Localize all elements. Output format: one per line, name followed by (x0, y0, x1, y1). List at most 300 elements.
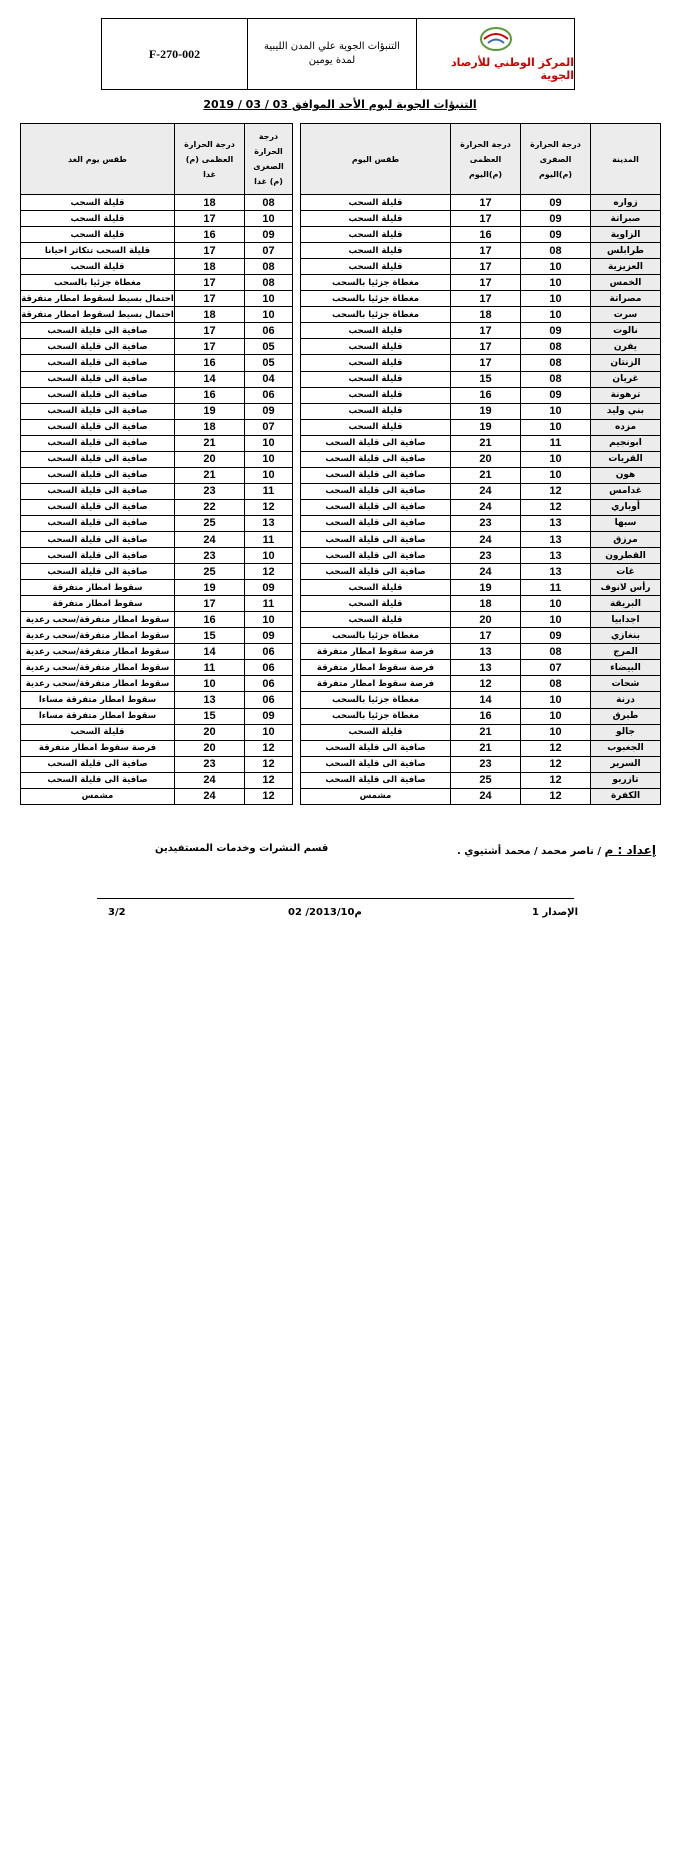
min-today-cell: 09 (521, 211, 591, 227)
city-cell: هون (591, 467, 661, 483)
gap-cell (293, 339, 301, 355)
table-row (21, 483, 661, 499)
min-today-cell: 10 (521, 467, 591, 483)
gap-cell (293, 227, 301, 243)
table-row (21, 195, 661, 211)
max-tomorrow-cell: 15 (175, 628, 245, 644)
city-cell: تازربو (591, 772, 661, 788)
table-row (21, 756, 661, 772)
min-today-cell: 08 (521, 371, 591, 387)
weather-tomorrow-cell: صافية الى قليلة السحب (21, 531, 175, 547)
weather-today-cell: صافية الى قليلة السحب (301, 435, 451, 451)
weather-today-cell: قليلة السحب (301, 355, 451, 371)
table-row (21, 724, 661, 740)
col-gap (293, 124, 301, 195)
min-today-cell: 13 (521, 548, 591, 564)
max-today-cell: 12 (451, 676, 521, 692)
min-today-cell: 10 (521, 692, 591, 708)
weather-tomorrow-cell: مغطاة جزئيا بالسحب (21, 275, 175, 291)
weather-tomorrow-cell: صافية الى قليلة السحب (21, 756, 175, 772)
weather-today-cell: مغطاة جزئيا بالسحب (301, 628, 451, 644)
weather-today-cell: قليلة السحب (301, 259, 451, 275)
city-cell: سبها (591, 515, 661, 531)
min-tomorrow-cell: 11 (245, 531, 293, 547)
min-today-cell: 10 (521, 596, 591, 612)
weather-today-cell: قليلة السحب (301, 403, 451, 419)
header-title-line2: لمدة يومين (308, 55, 356, 66)
gap-cell (293, 435, 301, 451)
max-tomorrow-cell: 24 (175, 772, 245, 788)
weather-today-cell: فرصة سقوط امطار متفرقة (301, 644, 451, 660)
weather-tomorrow-cell: سقوط امطار متفرقة/سحب رعدية (21, 644, 175, 660)
table-row (21, 676, 661, 692)
prepared-by (457, 843, 656, 857)
gap-cell (293, 580, 301, 596)
gap-cell (293, 499, 301, 515)
max-tomorrow-cell: 16 (175, 355, 245, 371)
weather-today-cell: قليلة السحب (301, 612, 451, 628)
max-today-cell: 20 (451, 451, 521, 467)
max-today-cell: 17 (451, 323, 521, 339)
weather-today-cell: صافية الى قليلة السحب (301, 531, 451, 547)
weather-tomorrow-cell: سقوط امطار متفرقة مساءا (21, 708, 175, 724)
table-row (21, 531, 661, 547)
min-today-cell: 10 (521, 708, 591, 724)
weather-today-cell: مغطاة جزئيا بالسحب (301, 692, 451, 708)
weather-tomorrow-cell: صافية الى قليلة السحب (21, 451, 175, 467)
gap-cell (293, 515, 301, 531)
max-today-cell: 21 (451, 724, 521, 740)
gap-cell (293, 692, 301, 708)
min-today-cell: 10 (521, 275, 591, 291)
weather-today-cell: قليلة السحب (301, 371, 451, 387)
document-title: التنبؤات الجوية ليوم الأحد الموافق 03 / 03 / 2019 (203, 98, 477, 111)
table-row (21, 355, 661, 371)
weather-tomorrow-cell: صافية الى قليلة السحب (21, 339, 175, 355)
min-today-cell: 13 (521, 515, 591, 531)
max-today-cell: 18 (451, 596, 521, 612)
min-today-cell: 10 (521, 307, 591, 323)
max-today-cell: 23 (451, 756, 521, 772)
max-today-cell: 21 (451, 467, 521, 483)
table-row (21, 339, 661, 355)
min-tomorrow-cell: 11 (245, 596, 293, 612)
city-cell: نالوت (591, 323, 661, 339)
weather-tomorrow-cell: صافية الى قليلة السحب (21, 355, 175, 371)
gap-cell (293, 419, 301, 435)
min-tomorrow-cell: 09 (245, 580, 293, 596)
max-tomorrow-cell: 23 (175, 483, 245, 499)
table-row (21, 628, 661, 644)
min-tomorrow-cell: 09 (245, 708, 293, 724)
min-tomorrow-cell: 08 (245, 259, 293, 275)
max-today-cell: 17 (451, 355, 521, 371)
min-today-cell: 10 (521, 724, 591, 740)
table-row (21, 660, 661, 676)
min-today-cell: 13 (521, 531, 591, 547)
min-tomorrow-cell: 09 (245, 227, 293, 243)
gap-cell (293, 355, 301, 371)
max-tomorrow-cell: 20 (175, 724, 245, 740)
min-today-cell: 09 (521, 323, 591, 339)
city-cell: أوباري (591, 499, 661, 515)
city-cell: طرابلس (591, 243, 661, 259)
gap-cell (293, 403, 301, 419)
forecast-table (20, 123, 661, 805)
weather-today-cell: صافية الى قليلة السحب (301, 740, 451, 756)
max-tomorrow-cell: 23 (175, 756, 245, 772)
min-tomorrow-cell: 05 (245, 355, 293, 371)
weather-tomorrow-cell: سقوط امطار متفرقة (21, 580, 175, 596)
table-row (21, 564, 661, 580)
max-today-cell: 17 (451, 628, 521, 644)
gap-cell (293, 483, 301, 499)
weather-tomorrow-cell: صافية الى قليلة السحب (21, 499, 175, 515)
weather-tomorrow-cell: صافية الى قليلة السحب (21, 371, 175, 387)
gap-cell (293, 724, 301, 740)
max-today-cell: 24 (451, 531, 521, 547)
gap-cell (293, 612, 301, 628)
min-today-cell: 10 (521, 291, 591, 307)
min-tomorrow-cell: 06 (245, 692, 293, 708)
max-today-cell: 13 (451, 644, 521, 660)
col-weather-today: طقس اليوم (301, 124, 451, 195)
weather-today-cell: صافية الى قليلة السحب (301, 467, 451, 483)
max-tomorrow-cell: 24 (175, 531, 245, 547)
max-tomorrow-cell: 18 (175, 195, 245, 211)
weather-tomorrow-cell: سقوط امطار متفرقة/سحب رعدية (21, 612, 175, 628)
weather-today-cell: قليلة السحب (301, 195, 451, 211)
table-row (21, 644, 661, 660)
met-office-logo-icon (479, 26, 513, 52)
table-row (21, 740, 661, 756)
weather-today-cell: مغطاة جزئيا بالسحب (301, 708, 451, 724)
min-tomorrow-cell: 10 (245, 612, 293, 628)
footer-divider (97, 898, 574, 899)
weather-today-cell: قليلة السحب (301, 323, 451, 339)
max-today-cell: 17 (451, 195, 521, 211)
weather-tomorrow-cell: احتمال بسيط لسقوط امطار متفرقة (21, 307, 175, 323)
city-cell: شحات (591, 676, 661, 692)
weather-today-cell: صافية الى قليلة السحب (301, 772, 451, 788)
city-cell: يفرن (591, 339, 661, 355)
max-today-cell: 19 (451, 580, 521, 596)
max-tomorrow-cell: 17 (175, 211, 245, 227)
table-row (21, 692, 661, 708)
gap-cell (293, 708, 301, 724)
city-cell: غات (591, 564, 661, 580)
weather-tomorrow-cell: سقوط امطار متفرقة مساءا (21, 692, 175, 708)
city-cell: ابونجيم (591, 435, 661, 451)
weather-tomorrow-cell: صافية الى قليلة السحب (21, 435, 175, 451)
max-today-cell: 24 (451, 564, 521, 580)
min-tomorrow-cell: 10 (245, 291, 293, 307)
table-row (21, 451, 661, 467)
gap-cell (293, 564, 301, 580)
col-weather-tomorrow: طقس يوم الغد (21, 124, 175, 195)
max-today-cell: 14 (451, 692, 521, 708)
min-tomorrow-cell: 10 (245, 451, 293, 467)
max-today-cell: 23 (451, 515, 521, 531)
max-tomorrow-cell: 20 (175, 740, 245, 756)
min-tomorrow-cell: 10 (245, 467, 293, 483)
max-tomorrow-cell: 14 (175, 644, 245, 660)
min-today-cell: 08 (521, 676, 591, 692)
max-today-cell: 25 (451, 772, 521, 788)
max-tomorrow-cell: 24 (175, 788, 245, 804)
table-row (21, 275, 661, 291)
max-today-cell: 17 (451, 243, 521, 259)
min-tomorrow-cell: 09 (245, 403, 293, 419)
city-cell: غدامس (591, 483, 661, 499)
footer-release: الإصدار 1 (532, 907, 578, 918)
weather-tomorrow-cell: سقوط امطار متفرقة/سحب رعدية (21, 660, 175, 676)
organization (417, 19, 574, 89)
gap-cell (293, 676, 301, 692)
min-tomorrow-cell: 08 (245, 195, 293, 211)
max-tomorrow-cell: 15 (175, 708, 245, 724)
table-row (21, 403, 661, 419)
weather-today-cell: صافية الى قليلة السحب (301, 515, 451, 531)
weather-today-cell: قليلة السحب (301, 419, 451, 435)
weather-tomorrow-cell: سقوط امطار متفرقة/سحب رعدية (21, 676, 175, 692)
table-row (21, 259, 661, 275)
city-cell: المرج (591, 644, 661, 660)
table-row (21, 323, 661, 339)
min-tomorrow-cell: 11 (245, 483, 293, 499)
max-tomorrow-cell: 20 (175, 451, 245, 467)
table-row (21, 612, 661, 628)
weather-tomorrow-cell: قليلة السحب (21, 724, 175, 740)
table-row (21, 291, 661, 307)
city-cell: زواره (591, 195, 661, 211)
min-today-cell: 12 (521, 788, 591, 804)
weather-tomorrow-cell: قليلة السحب (21, 227, 175, 243)
min-today-cell: 12 (521, 499, 591, 515)
max-today-cell: 17 (451, 339, 521, 355)
max-tomorrow-cell: 19 (175, 403, 245, 419)
city-cell: مصراتة (591, 291, 661, 307)
weather-tomorrow-cell: صافية الى قليلة السحب (21, 548, 175, 564)
max-tomorrow-cell: 25 (175, 564, 245, 580)
weather-tomorrow-cell: قليلة السحب (21, 211, 175, 227)
gap-cell (293, 259, 301, 275)
gap-cell (293, 387, 301, 403)
weather-today-cell: صافية الى قليلة السحب (301, 548, 451, 564)
min-today-cell: 12 (521, 483, 591, 499)
max-today-cell: 18 (451, 307, 521, 323)
max-tomorrow-cell: 17 (175, 291, 245, 307)
min-tomorrow-cell: 12 (245, 499, 293, 515)
form-code: F-270-002 (102, 19, 248, 89)
max-today-cell: 21 (451, 435, 521, 451)
header-title (248, 19, 417, 89)
max-tomorrow-cell: 19 (175, 580, 245, 596)
city-cell: البيضاء (591, 660, 661, 676)
min-tomorrow-cell: 12 (245, 788, 293, 804)
table-body (21, 195, 661, 805)
prepared-by-names: / ناصر محمد / محمد أشتيوي . (457, 846, 602, 857)
min-tomorrow-cell: 10 (245, 435, 293, 451)
max-today-cell: 17 (451, 275, 521, 291)
city-cell: العزيزية (591, 259, 661, 275)
gap-cell (293, 531, 301, 547)
max-tomorrow-cell: 10 (175, 676, 245, 692)
max-today-cell: 16 (451, 227, 521, 243)
weather-today-cell: مغطاة جزئيا بالسحب (301, 275, 451, 291)
weather-tomorrow-cell: صافية الى قليلة السحب (21, 387, 175, 403)
city-cell: مزده (591, 419, 661, 435)
max-today-cell: 17 (451, 259, 521, 275)
max-tomorrow-cell: 18 (175, 259, 245, 275)
city-cell: اجدابيا (591, 612, 661, 628)
gap-cell (293, 211, 301, 227)
col-city: المدينة (591, 124, 661, 195)
weather-tomorrow-cell: صافية الى قليلة السحب (21, 467, 175, 483)
table-row (21, 499, 661, 515)
max-today-cell: 17 (451, 211, 521, 227)
min-tomorrow-cell: 12 (245, 772, 293, 788)
weather-tomorrow-cell: قليلة السحب تتكاثر احيانا (21, 243, 175, 259)
max-today-cell: 13 (451, 660, 521, 676)
gap-cell (293, 275, 301, 291)
min-tomorrow-cell: 08 (245, 275, 293, 291)
weather-today-cell: قليلة السحب (301, 227, 451, 243)
weather-today-cell: قليلة السحب (301, 387, 451, 403)
col-min-today: درجة الحرارة الصفرى (م)اليوم (521, 124, 591, 195)
weather-tomorrow-cell: قليلة السحب (21, 195, 175, 211)
max-tomorrow-cell: 25 (175, 515, 245, 531)
city-cell: الكفرة (591, 788, 661, 804)
weather-tomorrow-cell: صافية الى قليلة السحب (21, 323, 175, 339)
min-today-cell: 09 (521, 227, 591, 243)
table-row (21, 435, 661, 451)
weather-tomorrow-cell: صافية الى قليلة السحب (21, 419, 175, 435)
weather-tomorrow-cell: مشمس (21, 788, 175, 804)
max-tomorrow-cell: 17 (175, 323, 245, 339)
city-cell: درنة (591, 692, 661, 708)
table-row (21, 515, 661, 531)
weather-tomorrow-cell: صافية الى قليلة السحب (21, 403, 175, 419)
table-header-row (21, 124, 661, 195)
gap-cell (293, 307, 301, 323)
table-row (21, 419, 661, 435)
city-cell: بني وليد (591, 403, 661, 419)
table-row (21, 227, 661, 243)
gap-cell (293, 644, 301, 660)
max-today-cell: 17 (451, 291, 521, 307)
weather-today-cell: مغطاة جزئيا بالسحب (301, 291, 451, 307)
city-cell: القطرون (591, 548, 661, 564)
weather-tomorrow-cell: سقوط امطار متفرقة (21, 596, 175, 612)
min-today-cell: 12 (521, 772, 591, 788)
min-tomorrow-cell: 10 (245, 724, 293, 740)
max-today-cell: 20 (451, 612, 521, 628)
min-today-cell: 09 (521, 628, 591, 644)
min-tomorrow-cell: 06 (245, 644, 293, 660)
max-tomorrow-cell: 17 (175, 339, 245, 355)
weather-today-cell: صافية الى قليلة السحب (301, 756, 451, 772)
min-today-cell: 10 (521, 403, 591, 419)
table-row (21, 548, 661, 564)
city-cell: صبراتة (591, 211, 661, 227)
col-max-tomorrow: درجة الحرارة العظمى (م) غدا (175, 124, 245, 195)
max-tomorrow-cell: 23 (175, 548, 245, 564)
table-row (21, 580, 661, 596)
col-max-today: درجة الحرارة العظمى (م)اليوم (451, 124, 521, 195)
gap-cell (293, 451, 301, 467)
footer-date: 02 /2013/10م (288, 907, 362, 918)
city-cell: الزاوية (591, 227, 661, 243)
min-today-cell: 08 (521, 243, 591, 259)
max-today-cell: 21 (451, 740, 521, 756)
min-tomorrow-cell: 05 (245, 339, 293, 355)
gap-cell (293, 660, 301, 676)
city-cell: البريقة (591, 596, 661, 612)
city-cell: الزنتان (591, 355, 661, 371)
min-today-cell: 10 (521, 451, 591, 467)
min-today-cell: 12 (521, 740, 591, 756)
min-tomorrow-cell: 07 (245, 243, 293, 259)
max-tomorrow-cell: 18 (175, 419, 245, 435)
city-cell: بنغازي (591, 628, 661, 644)
max-tomorrow-cell: 16 (175, 612, 245, 628)
organization-name: المركز الوطني للأرصاد الجوية (450, 56, 574, 82)
max-today-cell: 16 (451, 708, 521, 724)
gap-cell (293, 628, 301, 644)
department-name: قسم النشرات وخدمات المستفيدين (155, 843, 329, 854)
max-tomorrow-cell: 21 (175, 467, 245, 483)
table-row (21, 307, 661, 323)
max-tomorrow-cell: 16 (175, 227, 245, 243)
city-cell: السرير (591, 756, 661, 772)
min-tomorrow-cell: 10 (245, 548, 293, 564)
weather-today-cell: فرصة سقوط امطار متفرقة (301, 660, 451, 676)
min-tomorrow-cell: 12 (245, 564, 293, 580)
city-cell: مرزق (591, 531, 661, 547)
gap-cell (293, 548, 301, 564)
min-today-cell: 07 (521, 660, 591, 676)
weather-today-cell: قليلة السحب (301, 211, 451, 227)
gap-cell (293, 371, 301, 387)
weather-today-cell: صافية الى قليلة السحب (301, 499, 451, 515)
table-row (21, 788, 661, 804)
max-tomorrow-cell: 17 (175, 596, 245, 612)
weather-today-cell: قليلة السحب (301, 339, 451, 355)
table-row (21, 243, 661, 259)
weather-today-cell: صافية الى قليلة السحب (301, 451, 451, 467)
weather-tomorrow-cell: احتمال بسيط لسقوط امطار متفرقة (21, 291, 175, 307)
max-today-cell: 24 (451, 499, 521, 515)
gap-cell (293, 756, 301, 772)
header-title-line1: التنبؤات الجوية علي المدن الليبية (264, 41, 400, 52)
city-cell: القريات (591, 451, 661, 467)
weather-tomorrow-cell: فرصة سقوط امطار متفرقة (21, 740, 175, 756)
min-tomorrow-cell: 10 (245, 211, 293, 227)
weather-today-cell: قليلة السحب (301, 580, 451, 596)
document-header (101, 18, 575, 90)
max-tomorrow-cell: 17 (175, 275, 245, 291)
weather-tomorrow-cell: صافية الى قليلة السحب (21, 564, 175, 580)
table-row (21, 596, 661, 612)
gap-cell (293, 596, 301, 612)
min-today-cell: 08 (521, 355, 591, 371)
max-tomorrow-cell: 13 (175, 692, 245, 708)
gap-cell (293, 291, 301, 307)
gap-cell (293, 195, 301, 211)
max-tomorrow-cell: 16 (175, 387, 245, 403)
col-min-tomorrow: درجة الحرارة الصغرى (م) غدا (245, 124, 293, 195)
